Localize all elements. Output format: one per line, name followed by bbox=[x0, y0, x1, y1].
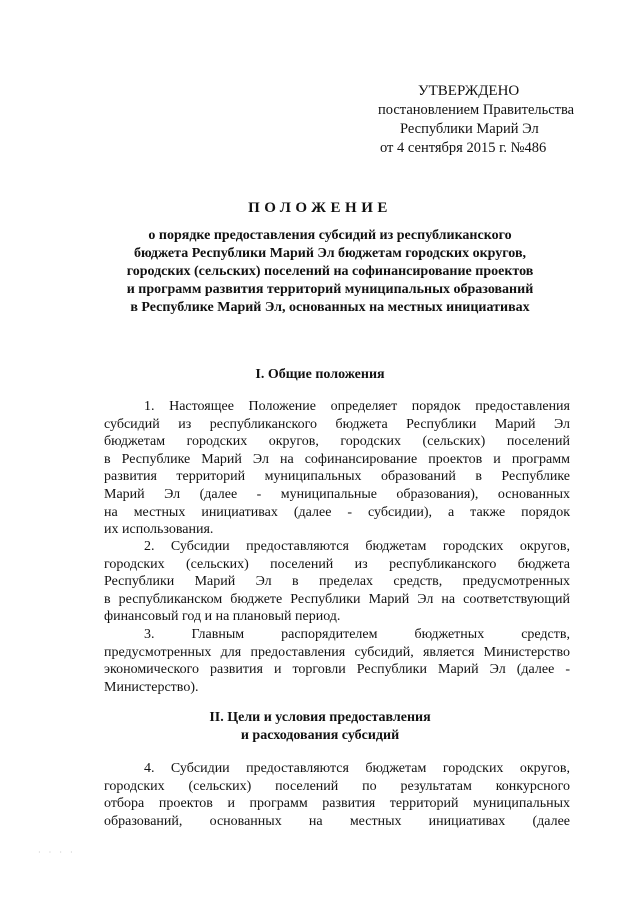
paragraph-2 bbox=[104, 538, 570, 626]
paragraph-line: 1. Настоящее Положение определяет порядок предоставления bbox=[144, 399, 570, 414]
paragraph-line: отбора проектов и программ развития территорий муниципальных bbox=[104, 796, 570, 812]
paragraph-line: субсидий из республиканского бюджета Республики Марий Эл bbox=[104, 416, 570, 432]
document-subtitle bbox=[110, 227, 550, 317]
paragraph-3 bbox=[104, 626, 570, 696]
paragraph-line: в Республике Марий Эл на софинансирование проектов и программ bbox=[104, 451, 570, 467]
paragraph-line: в республиканском бюджете Республики Марий Эл на соответствующий bbox=[104, 591, 570, 607]
subtitle-line: о порядке предоставления субсидий из республиканского bbox=[148, 228, 512, 243]
approval-stamp bbox=[378, 82, 618, 158]
paragraph-line: бюджетам городских округов, городских (сельских) поселений bbox=[104, 434, 570, 450]
paragraph-line: развития территорий муниципальных образований в Республике bbox=[104, 469, 570, 485]
approval-decree: постановлением Правительства bbox=[378, 102, 575, 118]
document-title: ПОЛОЖЕНИЕ bbox=[248, 200, 392, 216]
paragraph-line: их использования. bbox=[104, 522, 214, 538]
subtitle-line: городских (сельских) поселений на софинансирование проектов bbox=[126, 264, 534, 279]
paragraph-line: 2. Субсидии предоставляются бюджетам городских округов, bbox=[144, 539, 570, 554]
paragraph-line: экономического развития и торговли Республики Марий Эл (далее - bbox=[104, 662, 570, 678]
paragraph-line: образований, основанных на местных инициативах (далее bbox=[104, 813, 570, 829]
paragraph-line: городских (сельских) поселений по результатам конкурсного bbox=[104, 778, 570, 794]
section-2-heading bbox=[60, 709, 580, 745]
section-2-heading-line: и расходования субсидий bbox=[240, 728, 400, 743]
paragraph-line: Марий Эл (далее - муниципальные образования), основанных bbox=[104, 486, 570, 502]
subtitle-line: бюджета Республики Марий Эл бюджетам городских округов, bbox=[133, 246, 526, 261]
section-2-heading-line: II. Цели и условия предоставления bbox=[209, 710, 431, 725]
paragraph-line: Министерство). bbox=[104, 679, 199, 695]
section-1-heading: I. Общие положения bbox=[255, 367, 385, 382]
approval-title: УТВЕРЖДЕНО bbox=[418, 83, 520, 99]
paragraph-line: 3. Главным распорядителем бюджетных средств, bbox=[144, 627, 570, 642]
paragraph-line: 4. Субсидии предоставляются бюджетам городских округов, bbox=[144, 761, 570, 776]
paragraph-1 bbox=[104, 398, 570, 539]
paragraph-line: Республики Марий Эл в пределах средств, предусмотренных bbox=[104, 574, 570, 590]
paragraph-line: городских (сельских) поселений из республиканского бюджета bbox=[104, 556, 570, 572]
paragraph-line: предусмотренных для предоставления субсидий, является Министерство bbox=[104, 644, 570, 660]
approval-republic: Республики Марий Эл bbox=[400, 121, 539, 137]
subtitle-line: и программ развития территорий муниципальных образований bbox=[126, 282, 534, 297]
subtitle-line: в Республике Марий Эл, основанных на местных инициативах bbox=[130, 300, 530, 315]
approval-date: от 4 сентября 2015 г. №486 bbox=[380, 140, 547, 156]
paragraph-line: на местных инициативах (далее - субсидии), а также порядок bbox=[104, 504, 570, 520]
paragraph-line: финансовый год и на плановый период. bbox=[104, 609, 341, 625]
paragraph-4 bbox=[104, 760, 570, 830]
scan-artifact: · · · · bbox=[38, 848, 76, 857]
